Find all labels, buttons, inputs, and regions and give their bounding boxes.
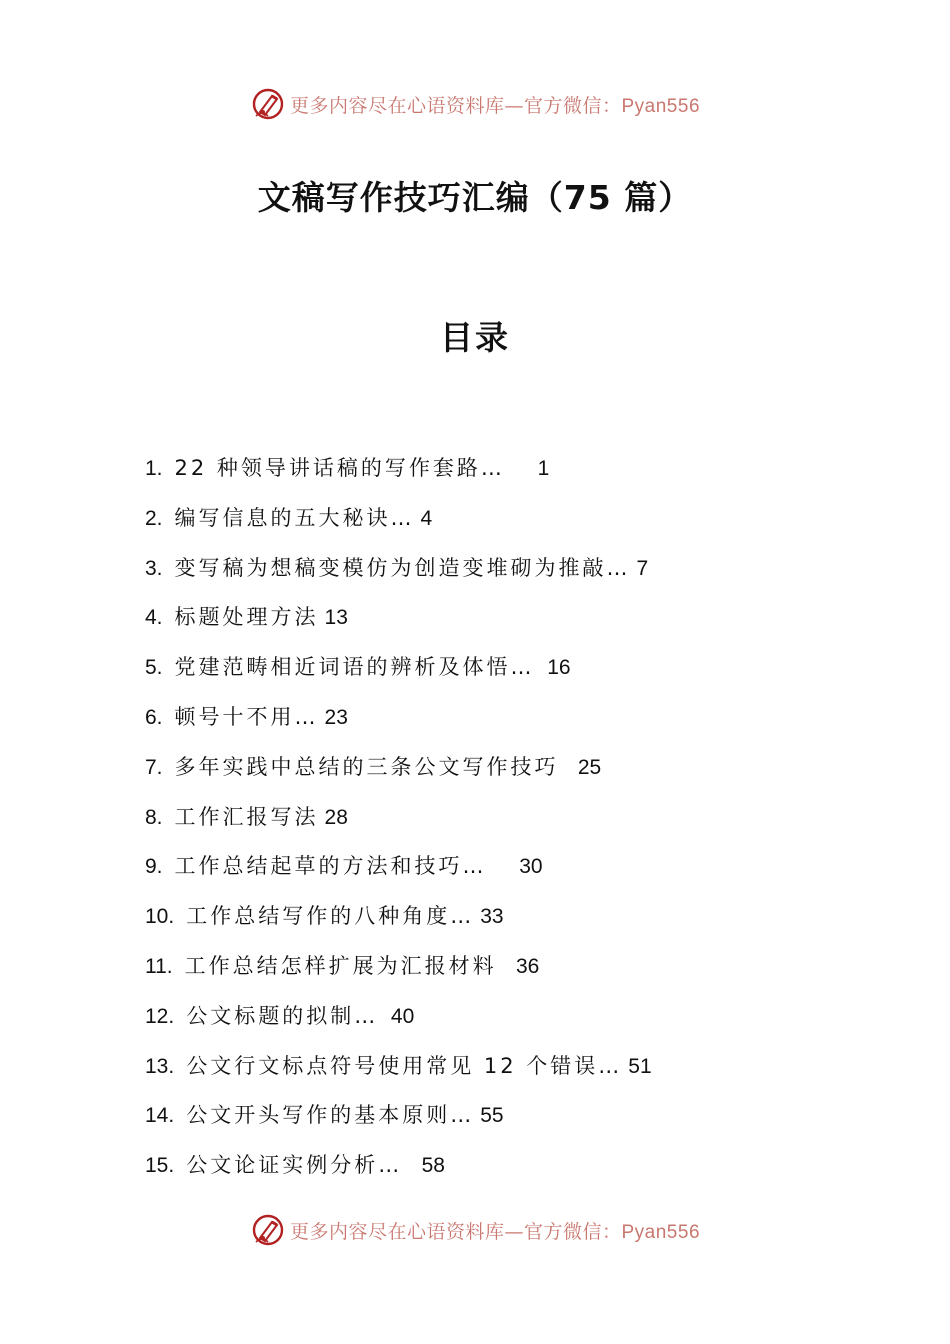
toc-item-page: 13 bbox=[324, 606, 348, 630]
toc-item-number: 6. bbox=[145, 705, 163, 729]
toc-item-number: 12. bbox=[145, 1004, 175, 1028]
toc-item-page: 36 bbox=[516, 954, 540, 978]
watermark-text: 更多内容尽在心语资料库—官方微信：Pyan556 bbox=[289, 1220, 701, 1243]
toc-item-page: 58 bbox=[421, 1154, 445, 1178]
toc-item-number: 1. bbox=[145, 457, 163, 480]
watermark-wechat-id: Pyan556 bbox=[621, 95, 701, 117]
toc-item-title: 标题处理方法 bbox=[174, 605, 319, 630]
toc-item-number: 9. bbox=[145, 855, 163, 879]
toc-item-number: 14. bbox=[145, 1104, 175, 1128]
toc-item-title: 工作总结起草的方法和技巧… bbox=[174, 854, 487, 879]
toc-item-number: 5. bbox=[145, 656, 163, 680]
toc-item-number: 4. bbox=[145, 606, 163, 630]
toc-item-title: 党建范畴相近词语的辨析及体悟… bbox=[174, 655, 535, 680]
toc-item-page: 40 bbox=[390, 1004, 415, 1028]
toc-item-title: 公文行文标点符号使用常见 12 个错误… bbox=[186, 1053, 623, 1078]
toc-item[interactable] bbox=[145, 1095, 845, 1145]
toc-item-number: 15. bbox=[145, 1154, 175, 1178]
toc-item-number: 8. bbox=[145, 805, 163, 829]
watermark-wechat-id: Pyan556 bbox=[621, 1221, 701, 1243]
toc-item-page: 4 bbox=[420, 506, 433, 530]
toc-item-title: 公文开头写作的基本原则… bbox=[186, 1103, 475, 1128]
toc-item[interactable] bbox=[145, 548, 845, 598]
toc-item-page: 30 bbox=[519, 855, 543, 879]
toc-item-title: 顿号十不用… bbox=[174, 704, 319, 729]
toc-item-page: 28 bbox=[324, 805, 348, 829]
toc-item-number: 11. bbox=[145, 954, 173, 978]
toc-item[interactable] bbox=[145, 697, 845, 747]
toc-item-page: 23 bbox=[324, 705, 348, 729]
header-watermark bbox=[0, 84, 950, 124]
toc-item-number: 2. bbox=[145, 506, 163, 530]
toc-item-page: 16 bbox=[547, 656, 571, 680]
document-title: 文稿写作技巧汇编（75 篇） bbox=[257, 178, 693, 217]
toc-item[interactable] bbox=[145, 846, 845, 896]
toc-item-page: 55 bbox=[480, 1104, 504, 1128]
footer-watermark bbox=[0, 1210, 950, 1250]
toc-item-page: 25 bbox=[577, 755, 602, 779]
toc-item-title: 编写信息的五大秘诀… bbox=[174, 505, 415, 530]
toc-item-title: 工作汇报写法 bbox=[174, 804, 319, 829]
toc-item-page: 51 bbox=[628, 1054, 652, 1078]
toc-item-number: 10. bbox=[145, 905, 175, 929]
toc-item[interactable] bbox=[145, 946, 845, 996]
toc-item[interactable] bbox=[145, 896, 845, 946]
toc-item-title: 公文标题的拟制… bbox=[186, 1003, 379, 1028]
toc-item[interactable] bbox=[145, 448, 845, 498]
toc-item-number: 3. bbox=[145, 556, 163, 580]
pen-nib-logo-icon bbox=[250, 86, 286, 122]
toc-item-title: 工作总结怎样扩展为汇报材料 bbox=[184, 953, 497, 978]
toc-item-page: 7 bbox=[636, 556, 649, 580]
table-of-contents bbox=[145, 448, 845, 1195]
pen-nib-logo-icon bbox=[250, 1212, 286, 1248]
toc-item-title: 22 种领导讲话稿的写作套路… bbox=[174, 456, 505, 480]
toc-item[interactable] bbox=[145, 498, 845, 548]
watermark-text: 更多内容尽在心语资料库—官方微信：Pyan556 bbox=[289, 94, 701, 117]
toc-item[interactable] bbox=[145, 1046, 845, 1096]
toc-item[interactable] bbox=[145, 597, 845, 647]
toc-item[interactable] bbox=[145, 797, 845, 847]
toc-heading: 目录 bbox=[440, 318, 510, 357]
toc-item-title: 工作总结写作的八种角度… bbox=[186, 904, 475, 929]
toc-item-title: 公文论证实例分析… bbox=[186, 1153, 403, 1178]
toc-item[interactable] bbox=[145, 1145, 845, 1195]
toc-item-page: 33 bbox=[480, 905, 504, 929]
toc-item[interactable] bbox=[145, 747, 845, 797]
toc-item-number: 7. bbox=[145, 755, 163, 779]
toc-item[interactable] bbox=[145, 996, 845, 1046]
toc-item-title: 变写稿为想稿变模仿为创造变堆砌为推敲… bbox=[174, 555, 631, 580]
toc-item-title: 多年实践中总结的三条公文写作技巧 bbox=[174, 754, 559, 779]
toc-item[interactable] bbox=[145, 647, 845, 697]
toc-item-number: 13. bbox=[145, 1054, 175, 1078]
toc-item-page: 1 bbox=[537, 457, 550, 480]
